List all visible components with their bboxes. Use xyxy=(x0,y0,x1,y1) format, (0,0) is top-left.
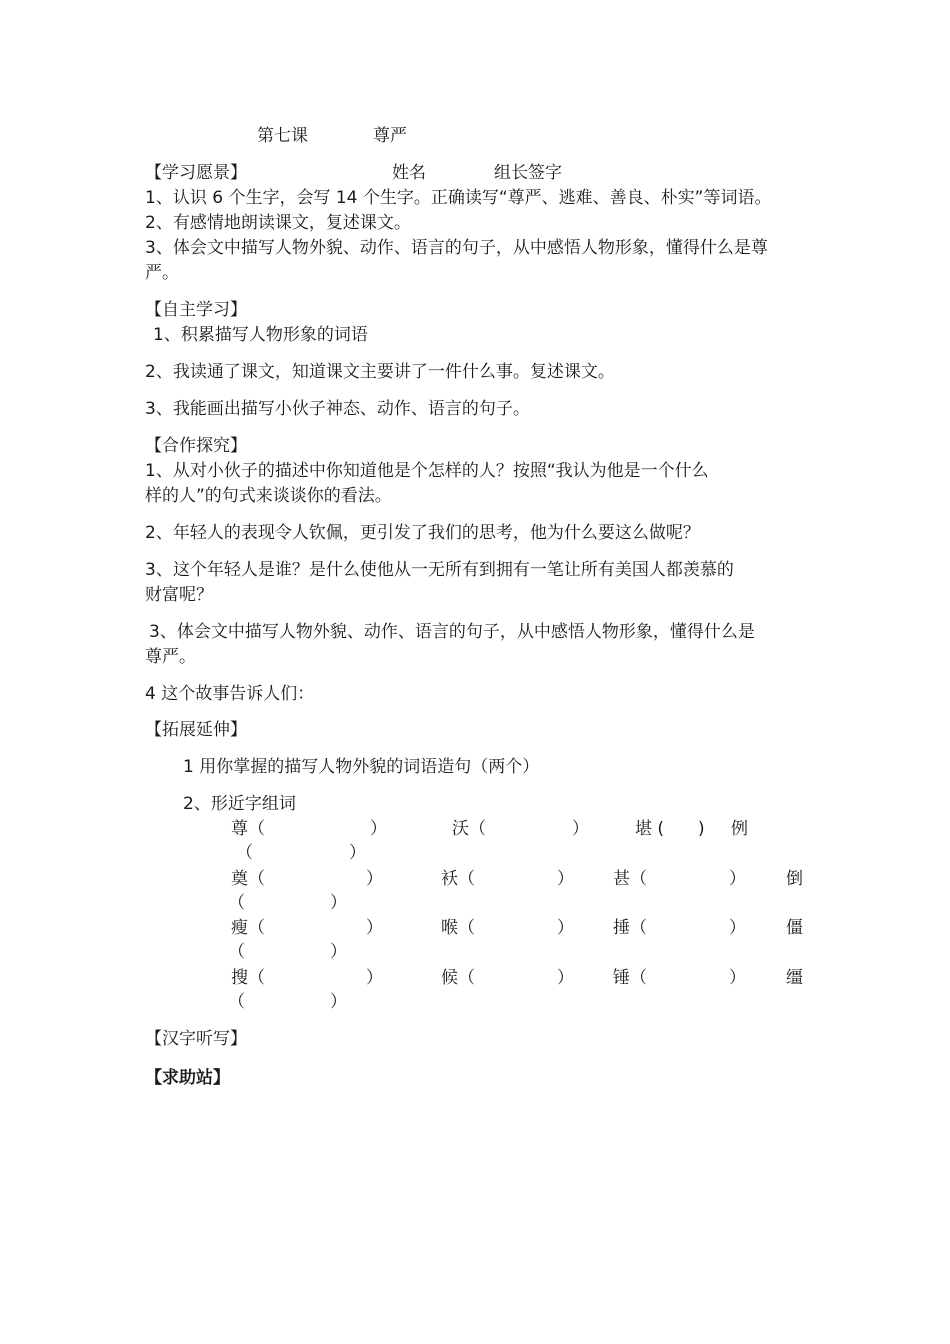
vision-heading: 【学习愿景】 xyxy=(145,163,247,183)
lesson-number: 第七课 xyxy=(257,126,308,146)
char-sou: 搜（ xyxy=(231,968,265,988)
vision-item-3-cont: 严。 xyxy=(145,263,179,283)
char-jiang2: 缰 xyxy=(786,968,803,988)
char-chui-close: ） xyxy=(729,918,746,938)
char-jiang-open: （ xyxy=(228,942,245,962)
vision-item-2: 2、有感情地朗读课文，复述课文。 xyxy=(145,213,411,233)
char-zun: 尊（ xyxy=(231,819,265,839)
cooperate-heading: 【合作探究】 xyxy=(145,436,247,456)
cooperate-item-3: 3、这个年轻人是谁？是什么使他从一无所有到拥有一笔让所有美国人都羡慕的 xyxy=(145,560,734,580)
char-ao: 袄（ xyxy=(441,869,475,889)
char-hou-close: ） xyxy=(557,918,574,938)
name-label: 姓名 xyxy=(392,163,426,183)
self-study-item-3: 3、我能画出描写小伙子神态、动作、语言的句子。 xyxy=(145,399,530,419)
char-kan: 堪 ( xyxy=(635,819,665,839)
char-li-close: ） xyxy=(349,843,366,863)
char-jiang-close: ） xyxy=(330,942,347,962)
lesson-title: 尊严 xyxy=(373,126,407,146)
cooperate-item-3-cont: 财富呢？ xyxy=(145,585,213,605)
char-zun-close: ） xyxy=(370,819,387,839)
char-shou: 瘦（ xyxy=(231,918,265,938)
char-chui2: 锤（ xyxy=(613,968,647,988)
dictation-heading: 【汉字听写】 xyxy=(145,1029,247,1049)
char-kan-close: ) xyxy=(698,819,705,839)
char-jiang2-open: （ xyxy=(228,992,245,1012)
char-dao: 倒 xyxy=(786,869,803,889)
char-shen: 甚（ xyxy=(613,869,647,889)
char-ao-close: ） xyxy=(557,869,574,889)
vision-item-3: 3、体会文中描写人物外貌、动作、语言的句子，从中感悟人物形象，懂得什么是尊 xyxy=(145,238,768,258)
char-hou: 喉（ xyxy=(441,918,475,938)
self-study-item-1: 1、积累描写人物形象的词语 xyxy=(153,325,368,345)
char-dao-close: ） xyxy=(330,893,347,913)
char-jiang: 僵 xyxy=(786,918,803,938)
extend-heading: 【拓展延伸】 xyxy=(145,720,247,740)
char-wo-close: ） xyxy=(572,819,589,839)
cooperate-item-2: 2、年轻人的表现令人钦佩，更引发了我们的思考，他为什么要这么做呢？ xyxy=(145,523,700,543)
self-study-heading: 【自主学习】 xyxy=(145,300,247,320)
char-li-open: （ xyxy=(236,843,253,863)
char-chui2-close: ） xyxy=(729,968,746,988)
char-dao-open: （ xyxy=(228,893,245,913)
char-dian-close: ） xyxy=(366,869,383,889)
extend-item-1: 1 用你掌握的描写人物外貌的词语造句（两个） xyxy=(183,757,540,777)
cooperate-item-1: 1、从对小伙子的描述中你知道他是个怎样的人？按照“我认为他是一个什么 xyxy=(145,461,709,481)
vision-item-1: 1、认识 6 个生字，会写 14 个生字。正确读写“尊严、逃难、善良、朴实”等词语。 xyxy=(145,188,772,208)
char-hou2: 候（ xyxy=(441,968,475,988)
extend-item-2: 2、形近字组词 xyxy=(183,794,296,814)
char-dian: 奠（ xyxy=(231,869,265,889)
char-chui: 捶（ xyxy=(613,918,647,938)
cooperate-item-3b-cont: 尊严。 xyxy=(145,647,196,667)
cooperate-item-1-cont: 样的人”的句式来谈谈你的看法。 xyxy=(145,486,392,506)
char-shen-close: ） xyxy=(729,869,746,889)
char-sou-close: ） xyxy=(366,968,383,988)
char-li: 例 xyxy=(731,819,748,839)
char-jiang2-close: ） xyxy=(330,992,347,1012)
cooperate-item-3b: 3、体会文中描写人物外貌、动作、语言的句子，从中感悟人物形象，懂得什么是 xyxy=(149,622,755,642)
self-study-item-2: 2、我读通了课文，知道课文主要讲了一件什么事。复述课文。 xyxy=(145,362,615,382)
leader-sign-label: 组长签字 xyxy=(494,163,562,183)
char-hou2-close: ） xyxy=(557,968,574,988)
help-heading: 【求助站】 xyxy=(145,1068,230,1088)
char-wo: 沃（ xyxy=(452,819,486,839)
cooperate-item-4: 4 这个故事告诉人们： xyxy=(145,684,315,704)
char-shou-close: ） xyxy=(366,918,383,938)
